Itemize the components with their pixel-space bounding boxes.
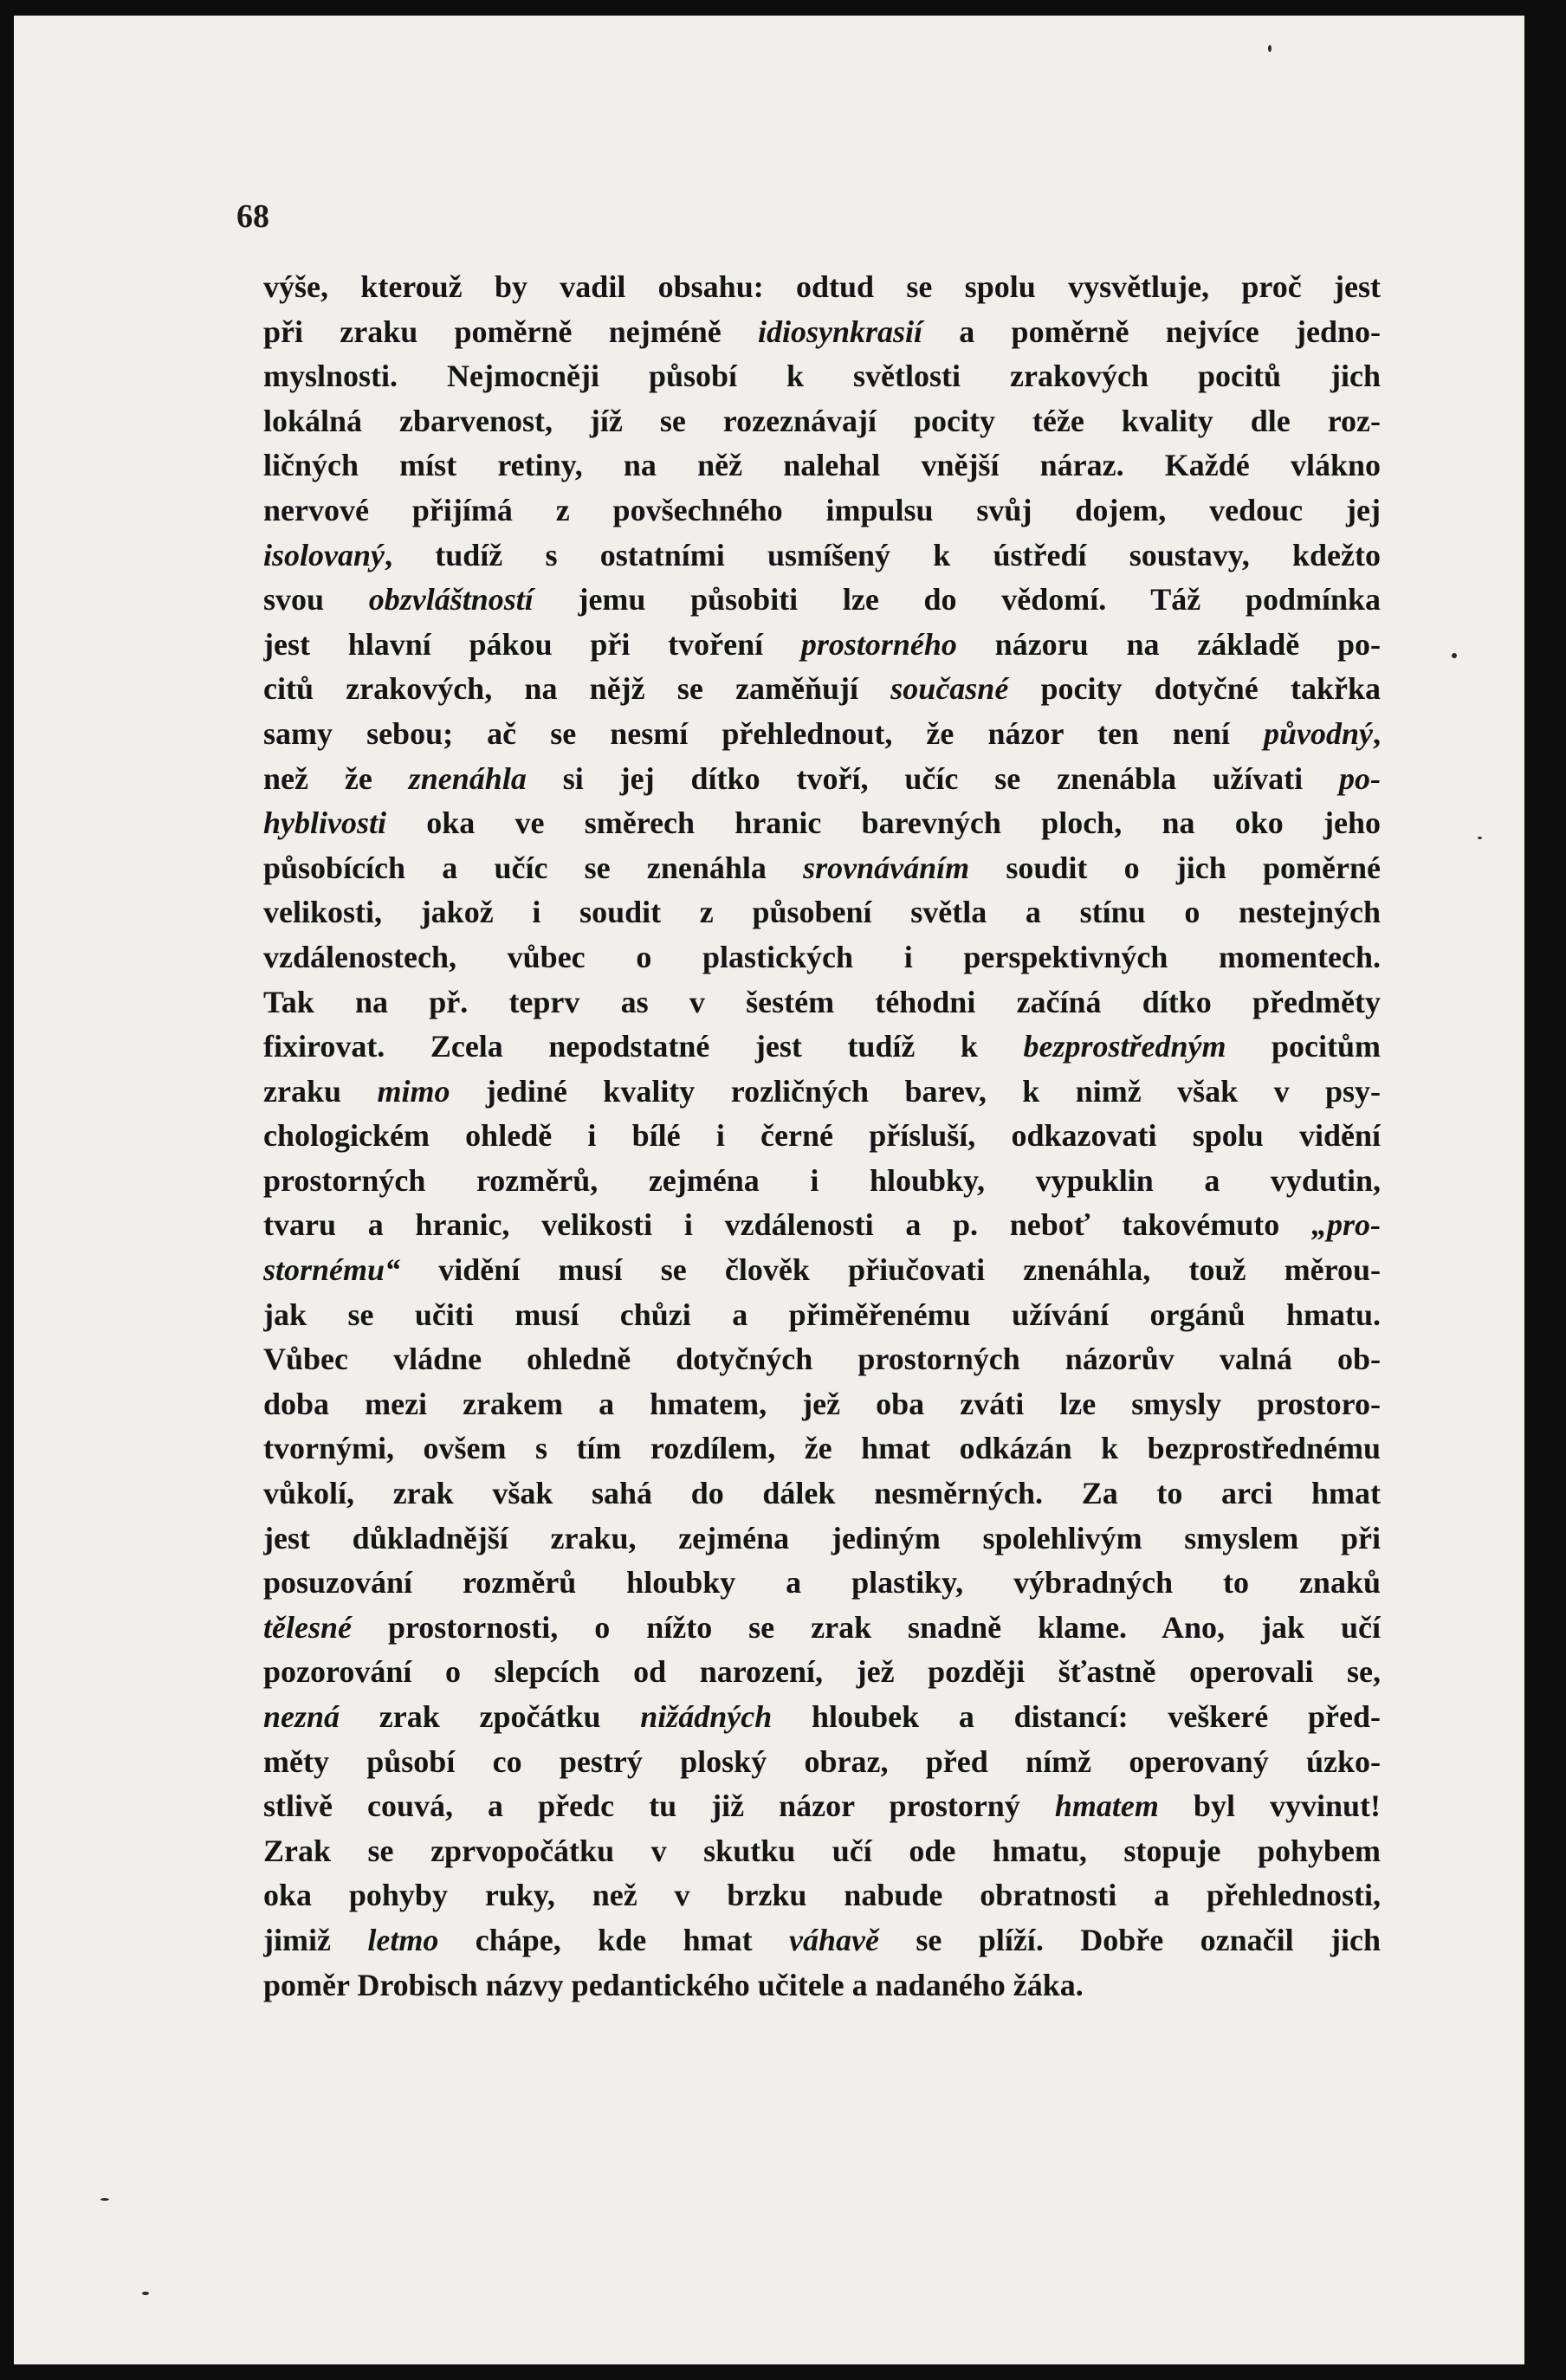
text-run: myslnosti. Nejmocněji působí k světlosti zrakových pocitů jich bbox=[263, 359, 1381, 394]
text-run: než že bbox=[263, 760, 409, 796]
italic-text: idiosynkrasií bbox=[757, 314, 923, 349]
text-line bbox=[263, 1561, 1381, 1606]
text-run: chologickém ohledě i bílé i černé přísluší, odkazovati spolu vidění bbox=[263, 1118, 1381, 1154]
text-run: , tudíž s ostatními usmíšený k ústředí soustavy, kdežto bbox=[385, 537, 1381, 572]
text-run: samy sebou; ač se nesmí přehlednout, že názor ten není bbox=[263, 715, 1264, 751]
text-line bbox=[263, 1740, 1381, 1785]
text-run: oka ve směrech hranic barevných ploch, na oko jeho bbox=[386, 805, 1381, 841]
text-run: jest důkladnější zraku, zejména jediným spolehlivým smyslem při bbox=[263, 1520, 1381, 1555]
text-run: jemu působiti lze do vědomí. Táž podmínka bbox=[533, 582, 1381, 618]
italic-text: tělesné bbox=[263, 1609, 352, 1645]
italic-text: hmatem bbox=[1054, 1788, 1159, 1824]
text-line bbox=[263, 1025, 1381, 1070]
text-run: pocitům bbox=[1226, 1029, 1381, 1064]
italic-text: znenáhla bbox=[408, 760, 527, 796]
italic-text: obzvláštností bbox=[368, 582, 534, 618]
text-line bbox=[263, 935, 1381, 980]
italic-text: srovnáváním bbox=[803, 850, 970, 885]
text-run: si jej dítko tvoří, učíc se znenábla užívati bbox=[526, 760, 1340, 796]
body-text bbox=[263, 265, 1381, 2008]
text-line bbox=[263, 265, 1381, 310]
text-run: názoru na základě po- bbox=[956, 626, 1381, 662]
text-line bbox=[263, 1382, 1381, 1427]
text-run: citů zrakových, na nějž se zaměňují bbox=[263, 671, 891, 707]
text-run: pocity dotyčné takřka bbox=[1008, 671, 1381, 707]
text-run: tvornými, ovšem s tím rozdílem, že hmat odkázán k bezprostřednému bbox=[263, 1431, 1381, 1466]
text-run: výše, kterouž by vadil obsahu: odtud se spolu vysvětluje, proč jest bbox=[263, 269, 1381, 304]
text-line bbox=[263, 667, 1381, 712]
text-run: svou bbox=[263, 582, 369, 618]
text-line bbox=[263, 1159, 1381, 1204]
text-run: , bbox=[1373, 715, 1381, 751]
paper-speck bbox=[1268, 45, 1272, 52]
text-run: oka pohyby ruky, než v brzku nabude obratnosti a přehlednosti, bbox=[263, 1878, 1381, 1913]
text-line bbox=[263, 1517, 1381, 1562]
text-run: stlivě couvá, a předc tu již názor prostorný bbox=[263, 1788, 1055, 1824]
text-line bbox=[263, 1337, 1381, 1382]
text-line bbox=[263, 623, 1381, 668]
text-run: vůkolí, zrak však sahá do dálek nesměrných. Za to arci hmat bbox=[263, 1476, 1381, 1511]
text-line bbox=[263, 310, 1381, 355]
text-run: hloubek a distancí: veškeré před- bbox=[772, 1699, 1381, 1734]
book-page bbox=[14, 16, 1524, 2364]
text-run: jest hlavní pákou při tvoření bbox=[263, 626, 801, 662]
italic-text: hyblivosti bbox=[263, 805, 386, 841]
text-run: posuzování rozměrů hloubky a plastiky, výbradných to znaků bbox=[263, 1565, 1381, 1601]
italic-text: původný bbox=[1264, 715, 1373, 751]
paper-speck bbox=[142, 2292, 149, 2295]
text-line bbox=[263, 443, 1381, 488]
text-run: doba mezi zrakem a hmatem, jež oba zváti lze smysly prostoro- bbox=[263, 1386, 1381, 1421]
italic-text: po- bbox=[1339, 760, 1381, 796]
text-run: vidění musí se člověk přiučovati znenáhla, touž měrou- bbox=[400, 1252, 1381, 1288]
page-number: 68 bbox=[236, 198, 269, 235]
text-run: při zraku poměrně nejméně bbox=[263, 314, 758, 349]
text-run: vzdálenostech, vůbec o plastických i perspektivných momentech. bbox=[263, 939, 1381, 974]
text-line bbox=[263, 1114, 1381, 1159]
text-run: zrak zpočátku bbox=[340, 1699, 641, 1734]
text-run: jediné kvality rozličných barev, k nimž však v psy- bbox=[450, 1073, 1381, 1109]
text-line bbox=[263, 488, 1381, 534]
text-run: působících a učíc se znenáhla bbox=[263, 850, 804, 885]
text-run: tvaru a hranic, velikosti i vzdálenosti a p. neboť takovémuto bbox=[263, 1207, 1311, 1243]
text-line bbox=[263, 1471, 1381, 1517]
italic-text: „pro- bbox=[1311, 1207, 1381, 1243]
text-line bbox=[263, 1784, 1381, 1829]
text-run: velikosti, jakož i soudit z působení světla a stínu o nestejných bbox=[263, 895, 1381, 930]
text-run: Vůbec vládne ohledně dotyčných prostorných názorův valná ob- bbox=[263, 1342, 1381, 1377]
italic-text: současné bbox=[890, 671, 1009, 707]
text-line bbox=[263, 399, 1381, 444]
text-line bbox=[263, 534, 1381, 579]
text-run: fixirovat. Zcela nepodstatné jest tudíž k bbox=[263, 1029, 1024, 1064]
italic-text: bezprostředným bbox=[1023, 1029, 1226, 1064]
text-run: jimiž bbox=[263, 1922, 368, 1957]
text-line bbox=[263, 712, 1381, 757]
text-line bbox=[263, 1203, 1381, 1248]
text-line bbox=[263, 846, 1381, 891]
text-run: pozorování o slepcích od narození, jež později šťastně operovali se, bbox=[263, 1654, 1381, 1690]
text-run: jak se učiti musí chůzi a přiměřenému užívání orgánů hmatu. bbox=[263, 1297, 1381, 1332]
text-run: ličných míst retiny, na něž nalehal vnější náraz. Každé vlákno bbox=[263, 448, 1381, 483]
text-line bbox=[263, 1293, 1381, 1338]
text-line bbox=[263, 980, 1381, 1025]
text-line bbox=[263, 890, 1381, 935]
text-run: prostornosti, o nížto se zrak snadně klame. Ano, jak učí bbox=[351, 1609, 1381, 1645]
text-run: poměr Drobisch názvy pedantického učitele a nadaného žáka. bbox=[263, 1967, 1084, 2002]
text-line bbox=[263, 354, 1381, 399]
italic-text: váhavě bbox=[789, 1922, 879, 1957]
italic-text: prostorného bbox=[800, 626, 957, 662]
text-run: soudit o jich poměrné bbox=[969, 850, 1381, 885]
italic-text: letmo bbox=[367, 1922, 439, 1957]
text-run: zraku bbox=[263, 1073, 378, 1109]
text-run: Zrak se zprvopočátku v skutku učí ode hmatu, stopuje pohybem bbox=[263, 1833, 1381, 1868]
text-run: prostorných rozměrů, zejména i hloubky, vypuklin a vydutin, bbox=[263, 1162, 1381, 1198]
text-line bbox=[263, 1426, 1381, 1471]
text-line bbox=[263, 1248, 1381, 1293]
italic-text: mimo bbox=[377, 1073, 450, 1109]
text-line bbox=[263, 757, 1381, 802]
text-run: nervové přijímá z povšechného impulsu svůj dojem, vedouc jej bbox=[263, 492, 1381, 527]
text-run: lokálná zbarvenost, jíž se rozeznávají pocity téže kvality dle roz- bbox=[263, 403, 1381, 438]
italic-text: isolovaný bbox=[263, 537, 385, 572]
text-run: a poměrně nejvíce jedno- bbox=[922, 314, 1381, 349]
text-line bbox=[263, 1829, 1381, 1874]
text-line bbox=[263, 1650, 1381, 1695]
paper-speck bbox=[1452, 653, 1457, 658]
paper-speck bbox=[1478, 837, 1482, 839]
italic-text: nižádných bbox=[640, 1699, 773, 1734]
text-line bbox=[263, 1606, 1381, 1651]
italic-text: nezná bbox=[263, 1699, 340, 1734]
paper-speck bbox=[100, 2198, 109, 2201]
text-line bbox=[263, 1873, 1381, 1918]
text-run: měty působí co pestrý ploský obraz, před nímž operovaný úzko- bbox=[263, 1743, 1381, 1779]
text-line bbox=[263, 578, 1381, 623]
text-line bbox=[263, 1918, 1381, 1963]
text-run: byl vyvinut! bbox=[1158, 1788, 1381, 1824]
text-run: Tak na př. teprv as v šestém téhodni začíná dítko předměty bbox=[263, 984, 1381, 1019]
italic-text: stornému“ bbox=[263, 1252, 401, 1288]
text-line bbox=[263, 1070, 1381, 1115]
text-line bbox=[263, 801, 1381, 846]
text-line bbox=[263, 1963, 1381, 2008]
text-run: se plíží. Dobře označil jich bbox=[879, 1922, 1381, 1957]
text-run: chápe, kde hmat bbox=[438, 1922, 790, 1957]
text-line bbox=[263, 1695, 1381, 1740]
